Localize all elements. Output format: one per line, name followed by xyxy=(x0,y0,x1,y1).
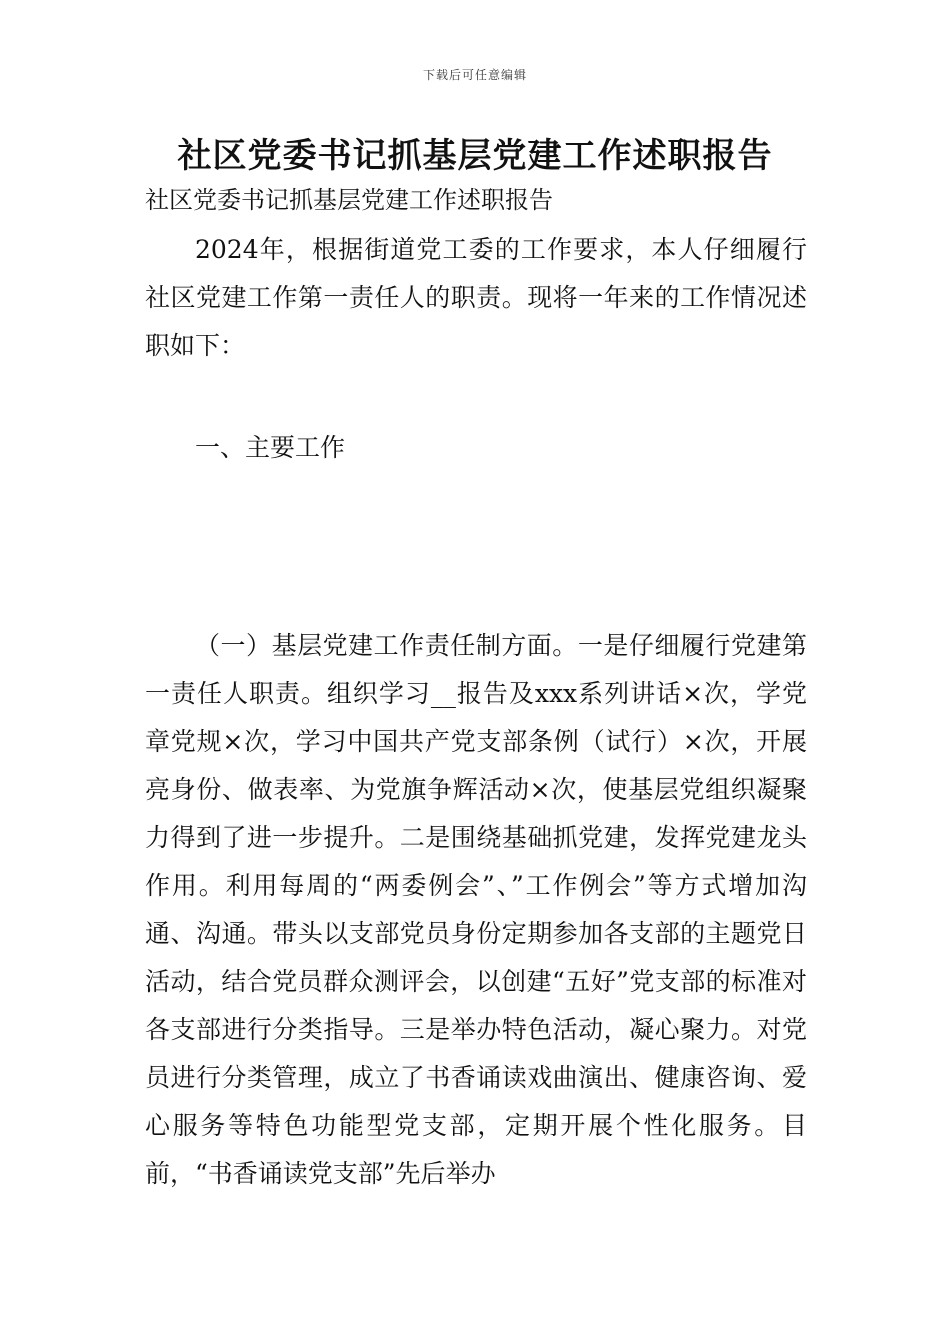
section-heading: 一、主要工作 xyxy=(195,433,346,462)
document-title: 社区党委书记抓基层党建工作述职报告 xyxy=(177,136,773,176)
body-paragraph: （一）基层党建工作责任制方面。一是仔细履行党建第一责任人职责。组织学习__报告及xxx系列讲话×次，学党章党规×次，学习中国共产党支部条例（试行）×次，开展亮身份、做表率、为党旗争辉活动×次，使基层党组织凝聚力得到了进一步提升。二是围绕基础抓党建，发挥党建龙头作用。利用每周的“两委例会”、”工作例会”等方式增加沟通、沟通。带头以支部党员身份定期参加各支部的主题党日活动，结合党员群众测评会，以创建“五好”党支部的标准对各支部进行分类指导。三是举办特色活动，凝心聚力。对党员进行分类管理，成立了书香诵读戏曲演出、健康咨询、爱心服务等特色功能型党支部，定期开展个性化服务。目前，“书香诵读党支部”先后举办 xyxy=(145,631,807,1188)
document-subtitle: 社区党委书记抓基层党建工作述职报告 xyxy=(145,186,553,214)
intro-paragraph: 2024年，根据街道党工委的工作要求，本人仔细履行社区党建工作第一责任人的职责。现将一年来的工作情况述职如下： xyxy=(145,235,807,360)
page-header-note: 下载后可任意编辑 xyxy=(422,68,527,82)
